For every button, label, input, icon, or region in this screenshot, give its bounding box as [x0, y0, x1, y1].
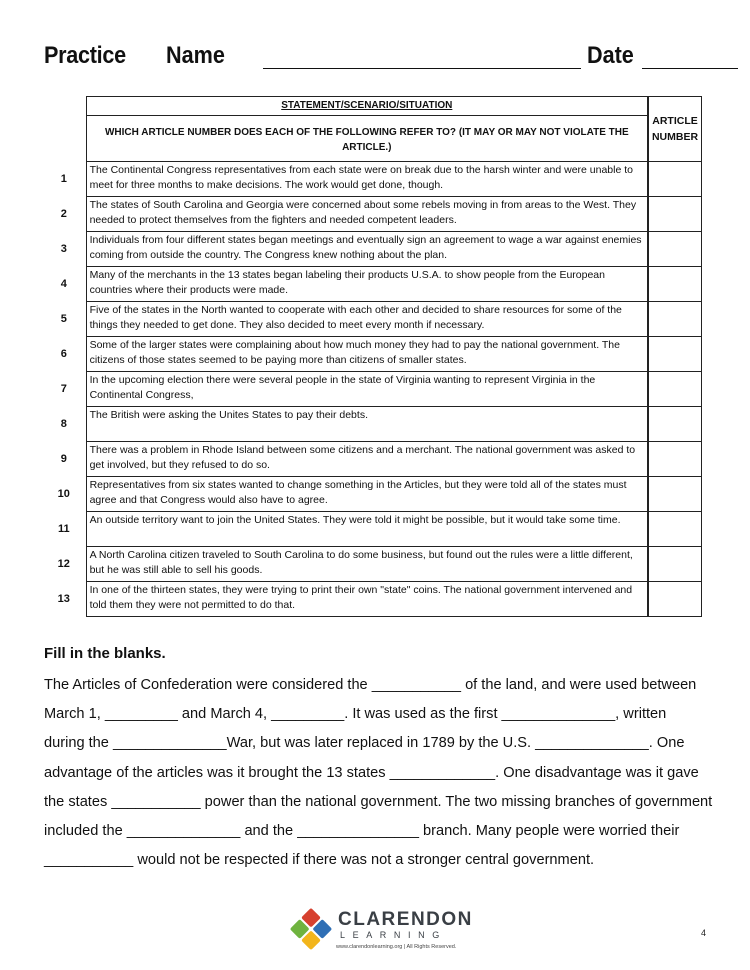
- table-header-row: [42, 97, 702, 162]
- fill-line: ___________ would not be respected if there was not a stronger central government.: [44, 852, 595, 869]
- number-header-label: NUMBER: [651, 130, 699, 143]
- article-number-answer-cell[interactable]: [648, 476, 702, 511]
- table-row: [42, 511, 702, 546]
- table-row: [42, 406, 702, 441]
- fill-paragraph: [44, 671, 713, 875]
- statement-header-title: STATEMENT/SCENARIO/SITUATION: [87, 97, 647, 116]
- article-header-label: ARTICLE: [652, 114, 698, 127]
- article-number-answer-cell[interactable]: [648, 511, 702, 546]
- row-number: 7: [60, 382, 67, 395]
- name-label: Name: [166, 42, 225, 69]
- article-number-answer-cell[interactable]: [648, 371, 702, 406]
- fill-line: the states ___________ power than the national government. The two missing branches of government: [44, 793, 713, 810]
- table-row: [42, 161, 702, 196]
- article-number-answer-cell[interactable]: [648, 196, 702, 231]
- logo-copyright: www.clarendonlearning.org | All Rights Reserved.: [336, 944, 457, 950]
- fill-title: Fill in the blanks.: [44, 645, 166, 662]
- table-row: [42, 301, 702, 336]
- practice-title: Practice: [44, 42, 126, 69]
- article-number-answer-cell[interactable]: [648, 406, 702, 441]
- logo-subtitle: LEARNING: [340, 930, 447, 940]
- table-row: [42, 196, 702, 231]
- article-number-header: [648, 97, 702, 162]
- row-number: 3: [60, 242, 67, 255]
- fill-line: advantage of the articles was it brought the 13 states _____________. One disadvantage was it gave: [44, 764, 699, 781]
- article-number-answer-cell[interactable]: [648, 301, 702, 336]
- row-number: 12: [57, 557, 70, 570]
- row-statement: Individuals from four different states began meetings and eventually sign an agreement to wage a war against enemies coming from outside the country. The Congress knew nothing about the plan.: [86, 231, 648, 266]
- row-number: 13: [57, 592, 70, 605]
- date-label: Date: [587, 42, 634, 69]
- table-row: [42, 371, 702, 406]
- row-statement: A North Carolina citizen traveled to South Carolina to do some business, but found out the rules were a little different, but he was still able to sell his goods.: [86, 546, 648, 581]
- row-statement: The states of South Carolina and Georgia were concerned about some rebels moving in from areas to the West. They needed to protect themselves from the fighters and needed competent leaders.: [86, 196, 648, 231]
- row-number: 1: [60, 172, 67, 185]
- table-row: [42, 231, 702, 266]
- row-statement: An outside territory want to join the United States. They were told it might be possible, but it would take some time.: [86, 511, 648, 546]
- table-row: [42, 266, 702, 301]
- row-statement: In one of the thirteen states, they were trying to print their own "state" coins. The national government intervened and told them they were not permitted to do that.: [86, 581, 648, 616]
- fill-line: included the ______________ and the _______________ branch. Many people were worried their: [44, 823, 680, 840]
- row-number: 4: [60, 277, 67, 290]
- row-statement: The British were asking the Unites States to pay their debts.: [86, 406, 648, 441]
- article-number-answer-cell[interactable]: [648, 336, 702, 371]
- row-number: 5: [60, 312, 67, 325]
- date-blank[interactable]: [642, 68, 738, 69]
- row-number: 6: [60, 347, 67, 360]
- row-statement: Representatives from six states wanted to change something in the Articles, but they were told all of the states must agree and that Congress would also have to agree.: [86, 476, 648, 511]
- table-row: [42, 441, 702, 476]
- table-row: [42, 476, 702, 511]
- page-number: 4: [701, 928, 707, 938]
- row-number: 10: [57, 487, 70, 500]
- row-statement: In the upcoming election there were several people in the state of Virginia wanting to represent Virginia in the Continental Congress,: [86, 371, 648, 406]
- row-number: 11: [57, 522, 70, 535]
- article-number-answer-cell[interactable]: [648, 546, 702, 581]
- row-statement: Many of the merchants in the 13 states began labeling their products U.S.A. to show people from the European countries where their products were made.: [86, 266, 648, 301]
- fill-in-the-blanks-section: [44, 645, 713, 875]
- worksheet-header: [44, 42, 704, 74]
- table-row: [42, 581, 702, 616]
- name-blank[interactable]: [263, 68, 581, 69]
- clarendon-logo: [288, 906, 488, 954]
- article-number-answer-cell[interactable]: [648, 266, 702, 301]
- fill-line: The Articles of Confederation were considered the ___________ of the land, and were used between: [44, 677, 697, 693]
- article-number-answer-cell[interactable]: [648, 441, 702, 476]
- statement-header: [86, 97, 648, 162]
- row-statement: Five of the states in the North wanted to cooperate with each other and decided to share resources for some of the things they needed to get done. They also decided to meet every month if necessary.: [86, 301, 648, 336]
- fill-line: during the ______________War, but was later replaced in 1789 by the U.S. ______________. One: [44, 735, 685, 752]
- puzzle-logo-icon: [288, 906, 334, 952]
- row-statement: There was a problem in Rhode Island between some citizens and a merchant. The national government was asked to get involved, but they refused to do so.: [86, 441, 648, 476]
- article-worksheet-table: [42, 96, 702, 617]
- logo-brand: CLARENDON: [338, 909, 473, 930]
- row-number: 2: [60, 207, 67, 220]
- row-number: 9: [60, 452, 67, 465]
- article-number-answer-cell[interactable]: [648, 161, 702, 196]
- fill-line: March 1, _________ and March 4, _________. It was used as the first ______________, written: [44, 706, 667, 723]
- article-number-answer-cell[interactable]: [648, 231, 702, 266]
- table-row: [42, 336, 702, 371]
- row-statement: The Continental Congress representatives from each state were on break due to the harsh winter and were unable to meet for three months to make decisions. The work would get done, though.: [86, 161, 648, 196]
- row-statement: Some of the larger states were complaining about how much money they had to pay the national government. The citizens of those states seemed to be paying more than citizens of smaller states.: [86, 336, 648, 371]
- statement-header-question: WHICH ARTICLE NUMBER DOES EACH OF THE FOLLOWING REFER TO? (IT MAY OR MAY NOT VIOLATE THE ARTICLE.): [104, 126, 629, 153]
- article-number-answer-cell[interactable]: [648, 581, 702, 616]
- table-row: [42, 546, 702, 581]
- row-number: 8: [60, 417, 67, 430]
